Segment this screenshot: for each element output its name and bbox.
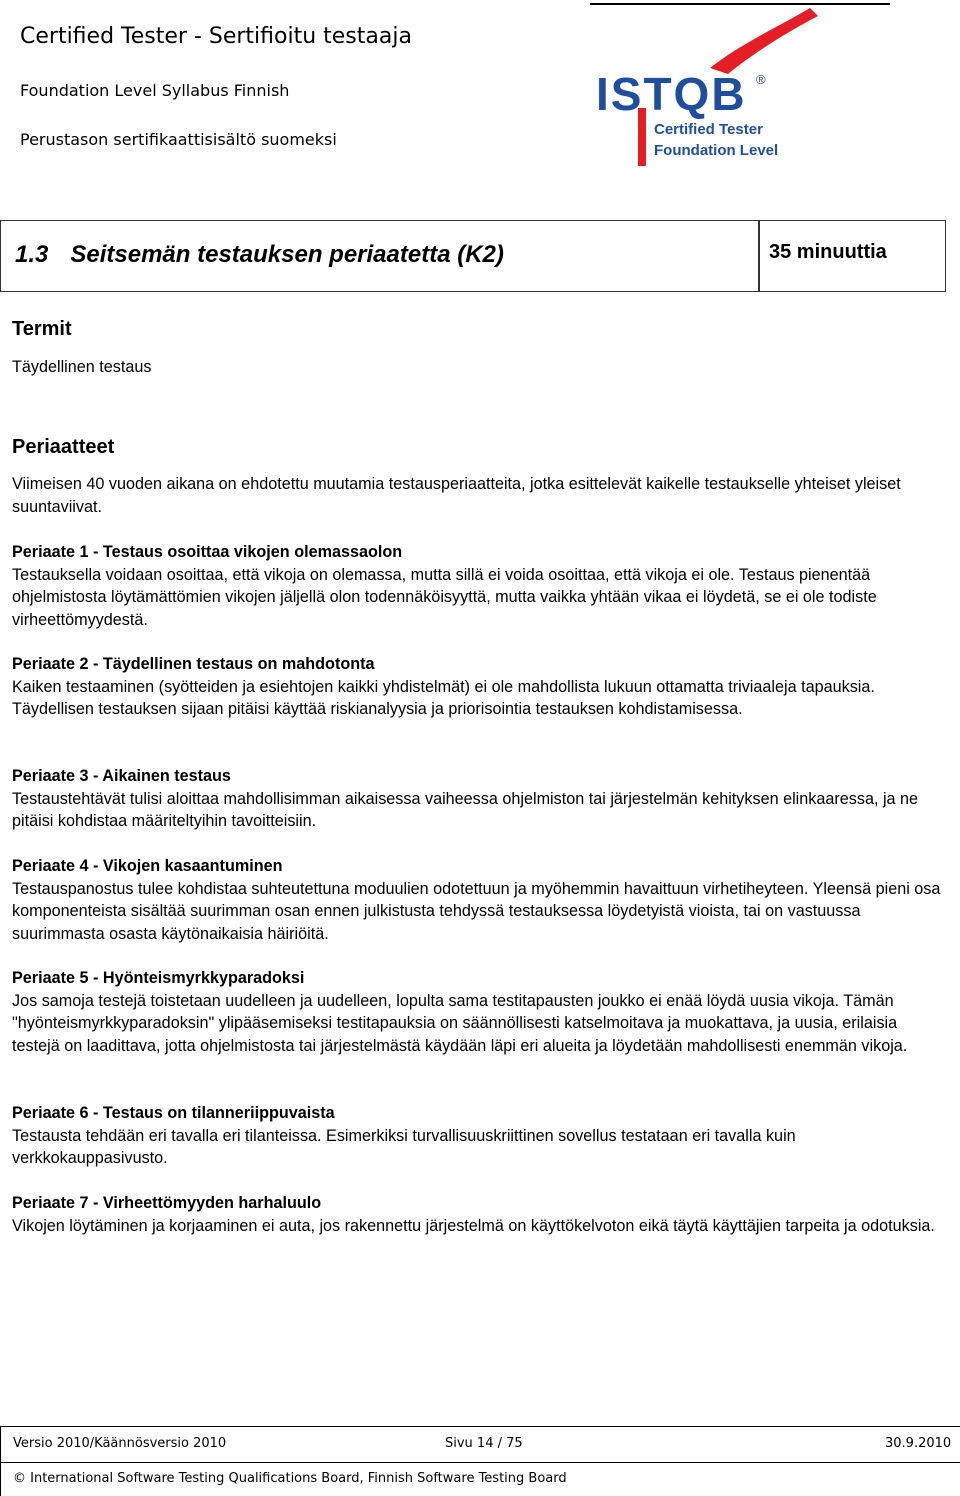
footer-version: Versio 2010/Käännösversio 2010 <box>13 1436 227 1451</box>
principle-7 <box>12 1192 948 1237</box>
header-title: Certified Tester - Sertifioitu testaaja <box>20 24 412 49</box>
principle-title: Periaate 5 - Hyönteismyrkkyparadoksi <box>12 969 305 987</box>
principle-body: Testauksella voidaan osoittaa, että vikoja on olemassa, mutta sillä ei voida osoittaa, että vikoja ei ole. Testaus pienentää ohjelmistosta löytämättömien vikojen jäljellä olon todennäköisyyttä, mutta vaikka yhtään vikaa ei löydetä, se ei ole todiste virheettömyydestä. <box>12 565 877 629</box>
footer-page-number: Sivu 14 / 75 <box>445 1436 523 1451</box>
logo-swoosh <box>710 8 818 74</box>
principle-5 <box>12 967 948 1057</box>
header-subtitle-finnish: Perustason sertifikaattisisältö suomeksi <box>20 130 337 149</box>
principle-3 <box>12 765 948 833</box>
principles-heading: Periaatteet <box>12 436 115 458</box>
principle-body: Jos samoja testejä toistetaan uudelleen ja uudelleen, lopulta sama testitapausten joukko ei enää löydä uusia vikoja. Tämän "hyönteismyrkkyparadoksin" ylipääsemiseksi testitapauksia on säännöllisesti katselmoitava ja muokattava, ja uusia, erilaisia testejä on laadittava, jotta ohjelmistosta tai järjestelmästä käydään läpi eri alueita ja löydetään mahdollisesti enemmän vikoja. <box>12 991 908 1055</box>
principle-title: Periaate 6 - Testaus on tilanneriippuvaista <box>12 1104 335 1122</box>
principle-body: Testaustehtävät tulisi aloittaa mahdollisimman aikaisessa vaiheessa ohjelmiston tai järjestelmän kehityksen elinkaaressa, ja ne pitäisi kohdistaa määriteltyihin tavoitteisiin. <box>12 789 919 830</box>
principle-title: Periaate 7 - Virheettömyyden harhaluulo <box>12 1194 322 1212</box>
principle-body: Kaiken testaaminen (syötteiden ja esiehtojen kaikki yhdistelmät) ei ole mahdollista lukuun ottamatta triviaaleja tapauksia. Täydellisen testauksen sijaan pitäisi käyttää riskianalyysia ja priorisointia testauksen kohdistamisessa. <box>12 677 875 718</box>
footer-date: 30.9.2010 <box>885 1436 952 1451</box>
section-duration: 35 minuuttia <box>769 241 887 263</box>
logo-line2: Foundation Level <box>654 142 779 159</box>
footer-divider <box>1 1462 960 1463</box>
logo-wordmark: ISTQB <box>596 68 747 120</box>
principle-title: Periaate 1 - Testaus osoittaa vikojen olemassaolon <box>12 543 403 561</box>
principles-intro: Viimeisen 40 vuoden aikana on ehdotettu muutamia testausperiaatteita, jotka esittelevät kaikelle testaukselle yhteiset yleiset suuntaviivat. <box>12 475 901 516</box>
terms-text: Täydellinen testaus <box>12 358 152 376</box>
page-footer <box>0 1426 960 1496</box>
principle-1 <box>12 541 948 631</box>
section-number: 1.3 <box>15 241 49 268</box>
section-title <box>15 241 504 269</box>
principle-title: Periaate 2 - Täydellinen testaus on mahdotonta <box>12 655 375 673</box>
principle-body: Testausta tehdään eri tavalla eri tilanteissa. Esimerkiksi turvallisuuskriittinen sovellus testataan eri tavalla kuin verkkokauppasivusto. <box>12 1126 796 1167</box>
terms-heading: Termit <box>12 318 72 340</box>
section-divider <box>758 221 760 291</box>
section-heading-box <box>0 220 946 292</box>
principle-title: Periaate 3 - Aikainen testaus <box>12 767 231 785</box>
principle-body: Testauspanostus tulee kohdistaa suhteutettuna moduulien odotettuun ja myöhemmin havaittuun virhetiheyteen. Yleensä pieni osa komponenteista sisältää suurimman osan ennen julkistusta tehdyssä testauksessa löydetyistä vioista, tai on vastuussa suurimmasta osasta käytönaikaisia häiriöitä. <box>12 879 941 943</box>
principle-title: Periaate 4 - Vikojen kasaantuminen <box>12 857 283 875</box>
principle-4 <box>12 855 948 945</box>
footer-copyright: © International Software Testing Qualifications Board, Finnish Software Testing Board <box>13 1471 567 1486</box>
logo-registered: ® <box>756 72 766 87</box>
istqb-logo <box>590 4 890 168</box>
principle-2 <box>12 653 948 721</box>
principle-body: Vikojen löytäminen ja korjaaminen ei auta, jos rakennettu järjestelmä on käyttökelvoton eikä täytä käyttäjien tarpeita ja odotuksia. <box>12 1216 935 1235</box>
header-subtitle-english: Foundation Level Syllabus Finnish <box>20 81 290 100</box>
logo-line1: Certified Tester <box>654 121 763 138</box>
section-title-text: Seitsemän testauksen periaatetta (K2) <box>70 241 504 268</box>
principle-6 <box>12 1102 948 1170</box>
